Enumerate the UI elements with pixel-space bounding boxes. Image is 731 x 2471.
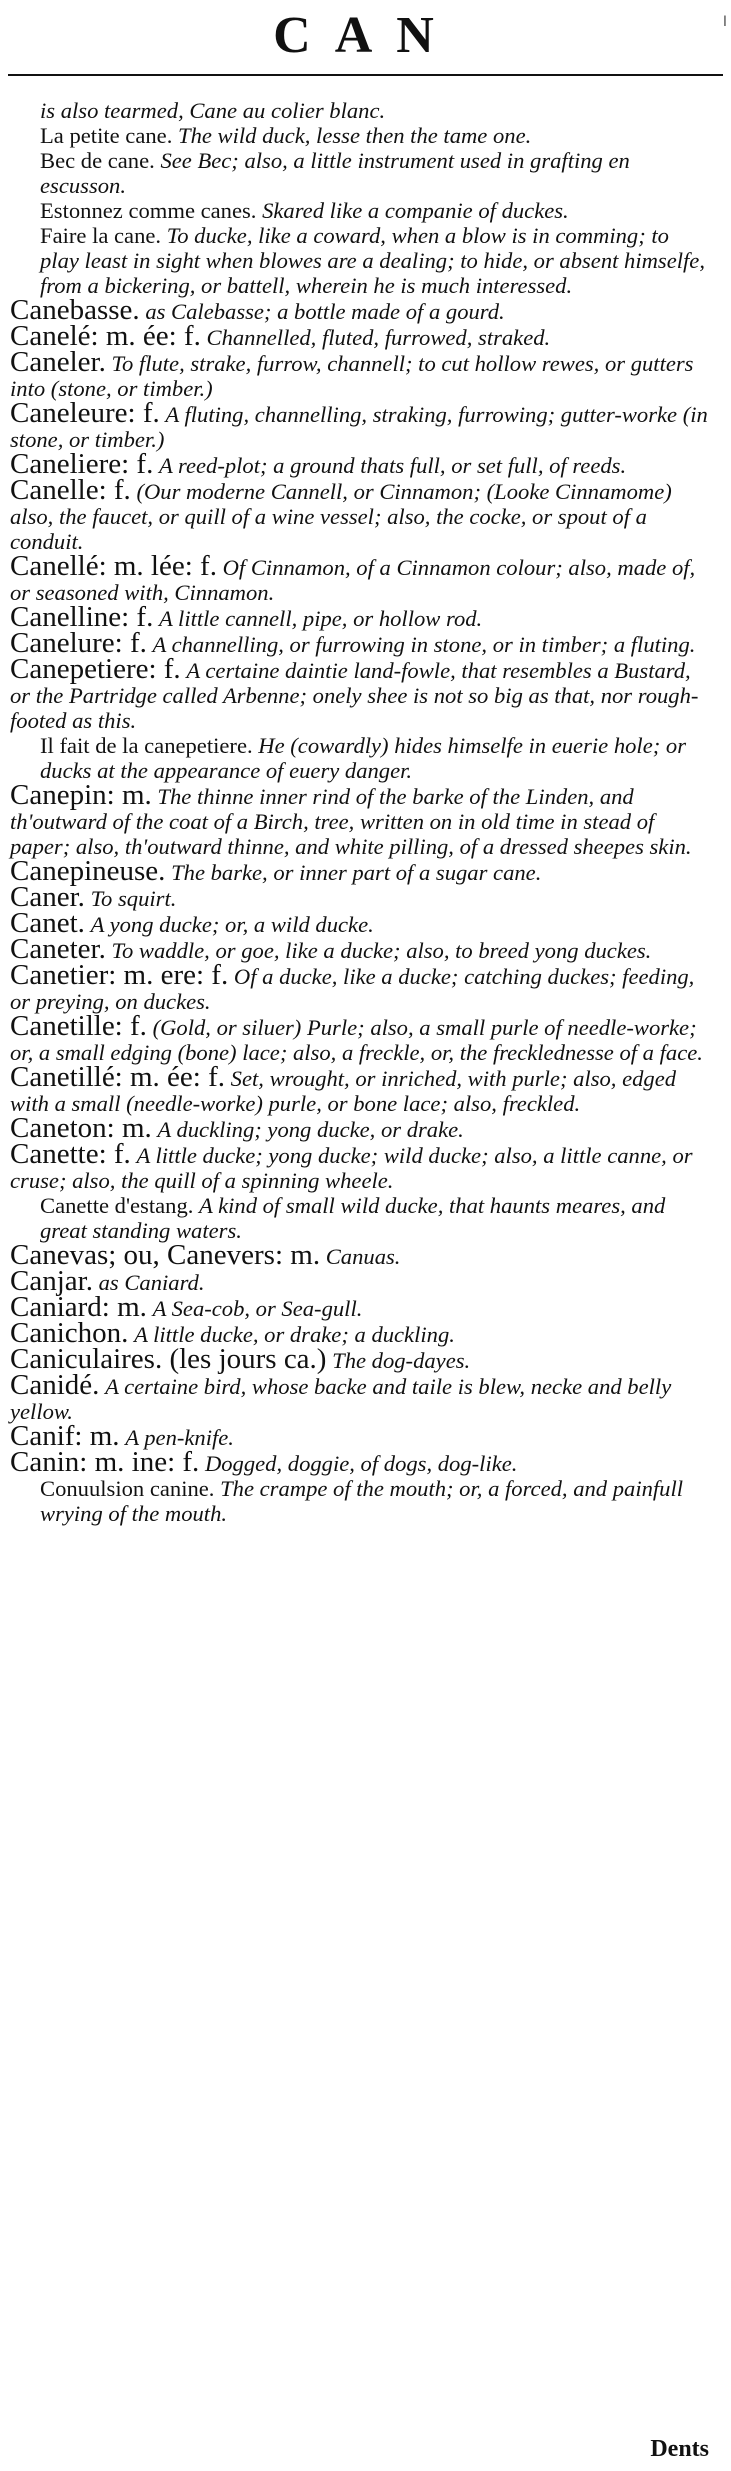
- entry-definition: as Caniard.: [98, 1270, 205, 1295]
- dictionary-entry: [10, 1061, 712, 1116]
- entry-definition: The dog-dayes.: [332, 1348, 471, 1373]
- entry-definition: Canuas.: [325, 1244, 401, 1269]
- dictionary-entry: [10, 1193, 712, 1243]
- dictionary-entry: [10, 346, 712, 401]
- entry-definition: A certaine daintie land-fowle, that resembles a Bustard, or the Partridge called Arbenne; onely shee is not so big as that, nor rough-footed as this.: [10, 658, 699, 733]
- dictionary-entry: [10, 123, 712, 148]
- entry-definition: The thinne inner rind of the barke of the Linden, and th'outward of the coat of a Birch, tree, written on in old time in stead of paper; also, th'outward thinne, and white pilling, of a dressed sheepes skin.: [10, 784, 692, 859]
- dictionary-entry: [10, 881, 712, 913]
- dictionary-entry: [10, 1138, 712, 1193]
- entry-definition: A yong ducke; or, a wild ducke.: [90, 912, 374, 937]
- dictionary-entry: [10, 959, 712, 1014]
- entry-definition: A certaine bird, whose backe and taile is blew, necke and belly yellow.: [10, 1374, 672, 1424]
- entry-headword: Canetier: m. ere: f.: [10, 959, 229, 991]
- entry-definition: A little cannell, pipe, or hollow rod.: [159, 606, 483, 631]
- entry-headword: Canif: m.: [10, 1420, 120, 1452]
- entry-definition: Channelled, fluted, furrowed, straked.: [206, 325, 551, 350]
- dictionary-entry: [10, 474, 712, 554]
- entry-definition: The barke, or inner part of a sugar cane.: [171, 860, 542, 885]
- entry-definition: A pen-knife.: [125, 1425, 234, 1450]
- entry-headword: Canichon.: [10, 1317, 129, 1349]
- entry-headword: Caniard: m.: [10, 1291, 147, 1323]
- dictionary-entry: [10, 779, 712, 859]
- entry-definition: To waddle, or goe, like a ducke; also, to breed yong duckes.: [111, 938, 652, 963]
- entry-headword: Canelle: f.: [10, 474, 131, 506]
- entry-definition: A little ducke; yong ducke; wild ducke; also, a little canne, or cruse; also, the quill of a spinning wheele.: [10, 1143, 693, 1193]
- dictionary-entry: [10, 1369, 712, 1424]
- entry-definition: The crampe of the mouth; or, a forced, and painfull wrying of the mouth.: [40, 1476, 684, 1526]
- entry-headword: Canin: m. ine: f.: [10, 1446, 200, 1478]
- dictionary-entry: [10, 907, 712, 939]
- entry-definition: Of a ducke, like a ducke; catching duckes; feeding, or preying, on duckes.: [10, 964, 695, 1014]
- entry-headword: Conuulsion canine.: [40, 1476, 215, 1501]
- entry-definition: To flute, strake, furrow, channell; to cut hollow rewes, or gutters into (stone, or timber.): [10, 351, 694, 401]
- entry-headword: Caneliere: f.: [10, 448, 154, 480]
- entry-headword: Canellé: m. lée: f.: [10, 550, 217, 582]
- entry-headword: Canebasse.: [10, 294, 140, 326]
- dictionary-entry: [10, 1010, 712, 1065]
- entry-headword: Faire la cane.: [40, 223, 162, 248]
- entry-headword: Canepin: m.: [10, 779, 152, 811]
- entry-definition: The wild duck, lesse then the tame one.: [178, 123, 532, 148]
- dictionary-entry: [10, 198, 712, 223]
- dictionary-entry: [10, 1446, 712, 1478]
- entry-definition: (Gold, or siluer) Purle; also, a small purle of needle-worke; or, a small edging (bone) lace; also, a freckle, or, the frecklednesse of a face.: [10, 1015, 703, 1065]
- entry-headword: Bec de cane.: [40, 148, 155, 173]
- dictionary-entry: [10, 98, 712, 123]
- entry-headword: Canelé: m. ée: f.: [10, 320, 201, 352]
- entry-definition: Skared like a companie of duckes.: [262, 198, 569, 223]
- entry-definition: is also tearmed, Cane au colier blanc.: [40, 98, 386, 123]
- entry-headword: Caneler.: [10, 346, 106, 378]
- dictionary-entry: [10, 550, 712, 605]
- entry-headword: Canepetiere: f.: [10, 653, 181, 685]
- entry-headword: Canetillé: m. ée: f.: [10, 1061, 226, 1093]
- entry-definition: Dogged, doggie, of dogs, dog-like.: [204, 1451, 518, 1476]
- entry-headword: Il fait de la canepetiere.: [40, 733, 253, 758]
- entry-definition: (Our moderne Cannell, or Cinnamon; (Looke Cinnamome) also, the faucet, or quill of a wine vessel; also, the cocke, or spout of a conduit.: [10, 479, 672, 554]
- entry-definition: To squirt.: [90, 886, 177, 911]
- entry-headword: Canidé.: [10, 1369, 100, 1401]
- entry-list: [10, 98, 712, 1526]
- entry-definition: Set, wrought, or inriched, with purle; also, edged with a small (needle-worke) purle, or bone lace; also, freckled.: [10, 1066, 677, 1116]
- entry-definition: Of Cinnamon, of a Cinnamon colour; also, made of, or seasoned with, Cinnamon.: [10, 555, 696, 605]
- dictionary-entry: [10, 397, 712, 452]
- catchword: Dents: [650, 2436, 709, 2462]
- dictionary-entry: [10, 1239, 712, 1271]
- margin-mark: I: [722, 14, 727, 30]
- entry-definition: To ducke, like a coward, when a blow is in comming; to play least in sight when blowes are a dealing; to hide, or absent himselfe, from a bickering, or battell, wherein he is much interessed.: [40, 223, 705, 298]
- entry-headword: Canepineuse.: [10, 855, 166, 887]
- dictionary-entry: [10, 653, 712, 733]
- dictionary-entry: [10, 1343, 712, 1375]
- dictionary-entry: [10, 1476, 712, 1526]
- entry-definition: A fluting, channelling, straking, furrowing; gutter-worke (in stone, or timber.): [10, 402, 708, 452]
- entry-headword: Estonnez comme canes.: [40, 198, 257, 223]
- entry-headword: Canette: f.: [10, 1138, 131, 1170]
- dictionary-entry: [10, 733, 712, 783]
- running-head: CAN: [273, 7, 458, 64]
- entry-definition: See Bec; also, a little instrument used in grafting en escusson.: [40, 148, 630, 198]
- entry-headword: Canevas; ou, Canevers: m.: [10, 1239, 321, 1271]
- dictionary-entry: [10, 223, 712, 298]
- entry-definition: A reed-plot; a ground thats full, or set full, of reeds.: [158, 453, 627, 478]
- entry-definition: A Sea-cob, or Sea-gull.: [152, 1296, 363, 1321]
- header-rule: [8, 74, 723, 76]
- entry-headword: Canetille: f.: [10, 1010, 147, 1042]
- entry-headword: Canette d'estang.: [40, 1193, 194, 1218]
- entry-headword: Caneter.: [10, 933, 106, 965]
- dictionary-entry: [10, 148, 712, 198]
- entry-definition: A kind of small wild ducke, that haunts meares, and great standing waters.: [40, 1193, 666, 1243]
- entry-headword: Canelline: f.: [10, 601, 154, 633]
- entry-definition: A little ducke, or drake; a duckling.: [134, 1322, 455, 1347]
- dictionary-entry: [10, 855, 712, 887]
- dictionary-entry: [10, 320, 712, 352]
- entry-headword: Caneton: m.: [10, 1112, 152, 1144]
- entry-headword: Caniculaires. (les jours ca.): [10, 1343, 327, 1375]
- entry-definition: as Calebasse; a bottle made of a gourd.: [145, 299, 505, 324]
- entry-definition: A duckling; yong ducke, or drake.: [157, 1117, 464, 1142]
- entry-headword: Caneleure: f.: [10, 397, 160, 429]
- entry-headword: Caner.: [10, 881, 85, 913]
- entry-headword: Canet.: [10, 907, 85, 939]
- entry-headword: Canelure: f.: [10, 627, 147, 659]
- entry-definition: He (cowardly) hides himselfe in euerie hole; or ducks at the appearance of euery danger.: [40, 733, 686, 783]
- page-header: [0, 0, 731, 90]
- entry-headword: La petite cane.: [40, 123, 173, 148]
- entry-definition: A channelling, or furrowing in stone, or in timber; a fluting.: [152, 632, 696, 657]
- entry-headword: Canjar.: [10, 1265, 93, 1297]
